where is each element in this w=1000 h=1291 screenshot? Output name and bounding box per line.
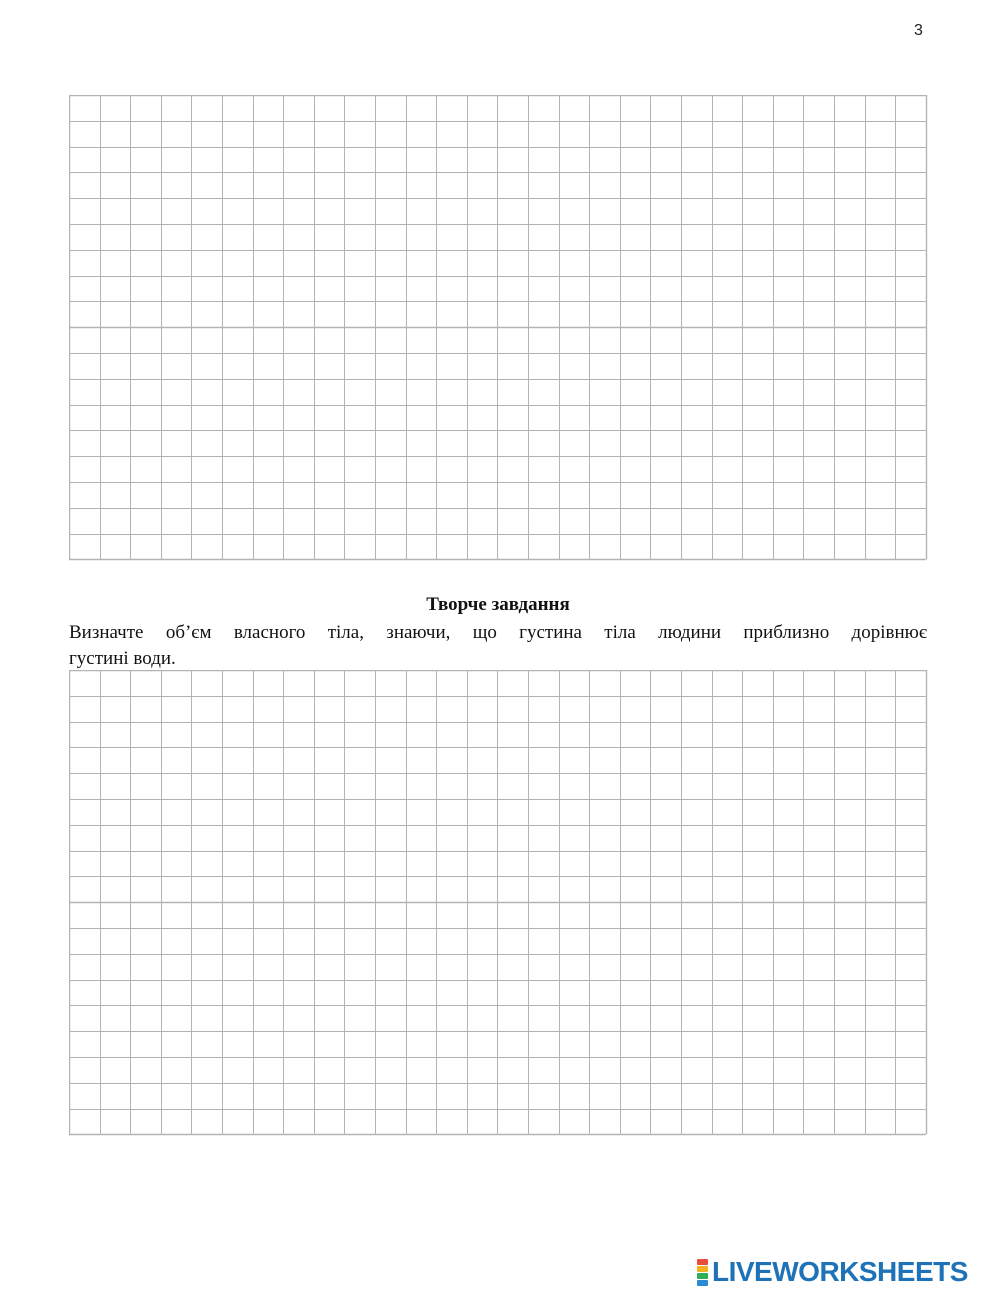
task-text-line-1: Визначте об’єм власного тіла, знаючи, що густина тіла людини приблизно дорівнює	[69, 622, 927, 643]
graph-paper-grid-bottom[interactable]	[69, 670, 929, 1140]
task-title: Творче завдання	[426, 594, 570, 615]
logo-block-3	[697, 1273, 708, 1279]
task-text	[69, 620, 927, 672]
watermark-text: LIVEWORKSHEETS	[712, 1256, 968, 1287]
logo-block-2	[697, 1266, 708, 1272]
logo-block-4	[697, 1280, 708, 1286]
liveworksheets-watermark	[697, 1257, 968, 1287]
liveworksheets-logo-icon	[697, 1259, 708, 1286]
logo-block-1	[697, 1259, 708, 1265]
graph-paper-grid-top[interactable]	[69, 95, 929, 565]
task-text-line-2: густині води.	[69, 648, 176, 669]
page-number: 3	[914, 22, 923, 39]
